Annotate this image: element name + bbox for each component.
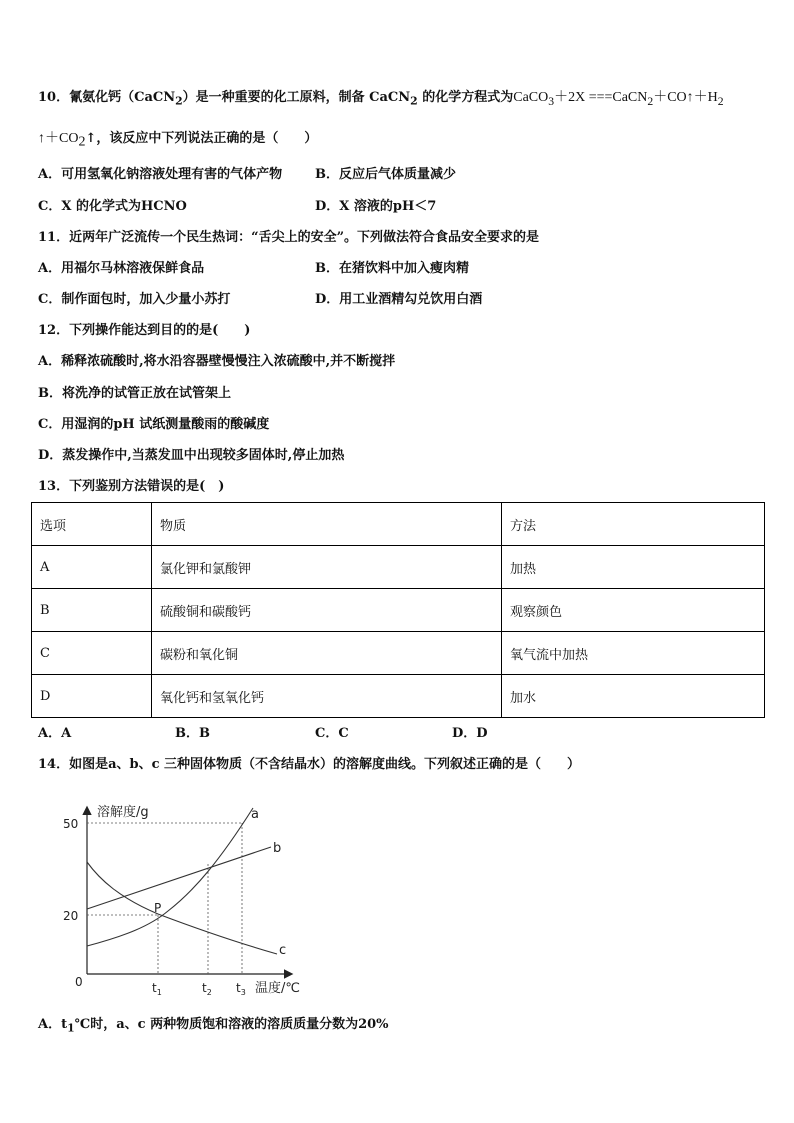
- eq-part: CaCO: [513, 90, 549, 105]
- x-tick-label-t3: [236, 981, 246, 997]
- x-tick-label-t1: [152, 981, 162, 997]
- q10-text-a: 10．氰氨化钙（CaCN: [38, 90, 176, 105]
- q12-stem: 12．下列操作能达到目的的是( ): [38, 323, 251, 338]
- q14-opt-text: ℃时，a、c 两种物质饱和溶液的溶质质量分数为20%: [74, 1017, 389, 1032]
- q11-option-a[interactable]: A．用福尔马林溶液保鲜食品: [38, 261, 205, 276]
- q10-text-c: 的化学方程式为: [417, 90, 514, 105]
- curve-b: [87, 847, 271, 909]
- q13-option-b[interactable]: B．B: [175, 726, 210, 741]
- q14-option-a[interactable]: [38, 1016, 389, 1038]
- q11-option-b[interactable]: B．在猪饮料中加入瘦肉精: [315, 261, 469, 276]
- q12-option-d[interactable]: D．蒸发操作中,当蒸发皿中出现较多固体时,停止加热: [38, 448, 345, 463]
- table-cell: 氧气流中加热: [502, 632, 765, 675]
- table-header-cell: 物质: [152, 503, 502, 546]
- eq-part: ↑＋CO: [38, 131, 79, 146]
- q13-stem: 13．下列鉴别方法错误的是( ): [38, 479, 225, 494]
- table-cell: 碳粉和氧化铜: [152, 632, 502, 675]
- table-cell: 观察颜色: [502, 589, 765, 632]
- q14-stem: 14．如图是a、b、c 三种固体物质（不含结晶水）的溶解度曲线。下列叙述正确的是（ ）: [38, 757, 581, 772]
- table-header-row: [32, 503, 765, 546]
- q11-stem: 11．近两年广泛流传一个民生热词：“舌尖上的安全”。下列做法符合食品安全要求的是: [38, 230, 540, 245]
- q13-option-d[interactable]: D．D: [452, 726, 488, 741]
- table-cell: 氯化钾和氯酸钾: [152, 546, 502, 589]
- q10-text-d: ↑，该反应中下列说法正确的是（ ）: [85, 131, 318, 146]
- tick-sub: 1: [156, 988, 162, 997]
- x-axis-label: 温度/℃: [255, 981, 300, 996]
- eq-sub: 3: [548, 94, 555, 108]
- table-cell: 硫酸铜和碳酸钙: [152, 589, 502, 632]
- intersection-label: P: [154, 901, 162, 915]
- series-label-c: c: [279, 943, 287, 958]
- tick-t: t: [236, 981, 241, 995]
- series-label-b: b: [273, 841, 282, 856]
- table-cell: D: [32, 675, 152, 718]
- table-cell: B: [32, 589, 152, 632]
- eq-sub: 2: [78, 134, 86, 150]
- curve-c: [87, 862, 277, 954]
- q12-option-c[interactable]: C．用湿润的pH 试纸测量酸雨的酸碱度: [38, 417, 270, 432]
- y-axis-label: 溶解度/g: [97, 805, 149, 820]
- tick-t: t: [152, 981, 157, 995]
- q13-table: [31, 502, 765, 718]
- y-tick-label-20: 20: [63, 909, 79, 923]
- solubility-chart: [55, 800, 335, 1005]
- q13-option-a[interactable]: A．A: [38, 726, 72, 741]
- q10-option-a[interactable]: A．可用氢氧化钠溶液处理有害的气体产物: [38, 167, 283, 182]
- table-cell: 氧化钙和氢氧化钙: [152, 675, 502, 718]
- table-cell: C: [32, 632, 152, 675]
- table-cell: A: [32, 546, 152, 589]
- q10-option-c[interactable]: C．X 的化学式为HCNO: [38, 199, 187, 214]
- eq-sub: 2: [717, 94, 724, 108]
- table-cell: 加水: [502, 675, 765, 718]
- q10-sub: 2: [175, 94, 183, 108]
- curve-a: [87, 808, 253, 946]
- x-tick-label-t2: [202, 981, 212, 997]
- q10-equation: [513, 90, 724, 108]
- table-header-cell: 方法: [502, 503, 765, 546]
- q14-opt-sub: 1: [67, 1021, 75, 1035]
- table-row: [32, 632, 765, 675]
- eq-part: ＋CO↑＋H: [653, 90, 718, 105]
- table-row: [32, 675, 765, 718]
- q11-option-c[interactable]: C．制作面包时，加入少量小苏打: [38, 292, 231, 307]
- tick-sub: 2: [206, 988, 212, 997]
- q10-stem-line1: [38, 89, 724, 111]
- eq-part: ＋2X ===CaCN: [554, 90, 648, 105]
- q13-option-c[interactable]: C．C: [315, 726, 349, 741]
- table-row: [32, 546, 765, 589]
- eq-sub: 2: [647, 94, 654, 108]
- q10-stem-line2: [38, 130, 317, 152]
- table-cell: 加热: [502, 546, 765, 589]
- q10-sub: 2: [410, 94, 418, 108]
- table-row: [32, 589, 765, 632]
- tick-sub: 3: [240, 988, 246, 997]
- q10-option-d[interactable]: D．X 溶液的pH＜7: [315, 199, 437, 214]
- tick-t: t: [202, 981, 207, 995]
- table-header-cell: 选项: [32, 503, 152, 546]
- q10-text-b: ）是一种重要的化工原料，制备 CaCN: [182, 90, 411, 105]
- q12-option-a[interactable]: A．稀释浓硫酸时,将水沿容器壁慢慢注入浓硫酸中,并不断搅拌: [38, 354, 396, 369]
- q11-option-d[interactable]: D．用工业酒精勾兑饮用白酒: [315, 292, 483, 307]
- q14-opt-text: A．t: [38, 1017, 68, 1032]
- q12-option-b[interactable]: B．将洗净的试管正放在试管架上: [38, 386, 231, 401]
- y-tick-label-50: 50: [63, 817, 79, 831]
- series-label-a: a: [251, 807, 259, 822]
- q10-option-b[interactable]: B．反应后气体质量减少: [315, 167, 456, 182]
- origin-label: 0: [75, 975, 83, 989]
